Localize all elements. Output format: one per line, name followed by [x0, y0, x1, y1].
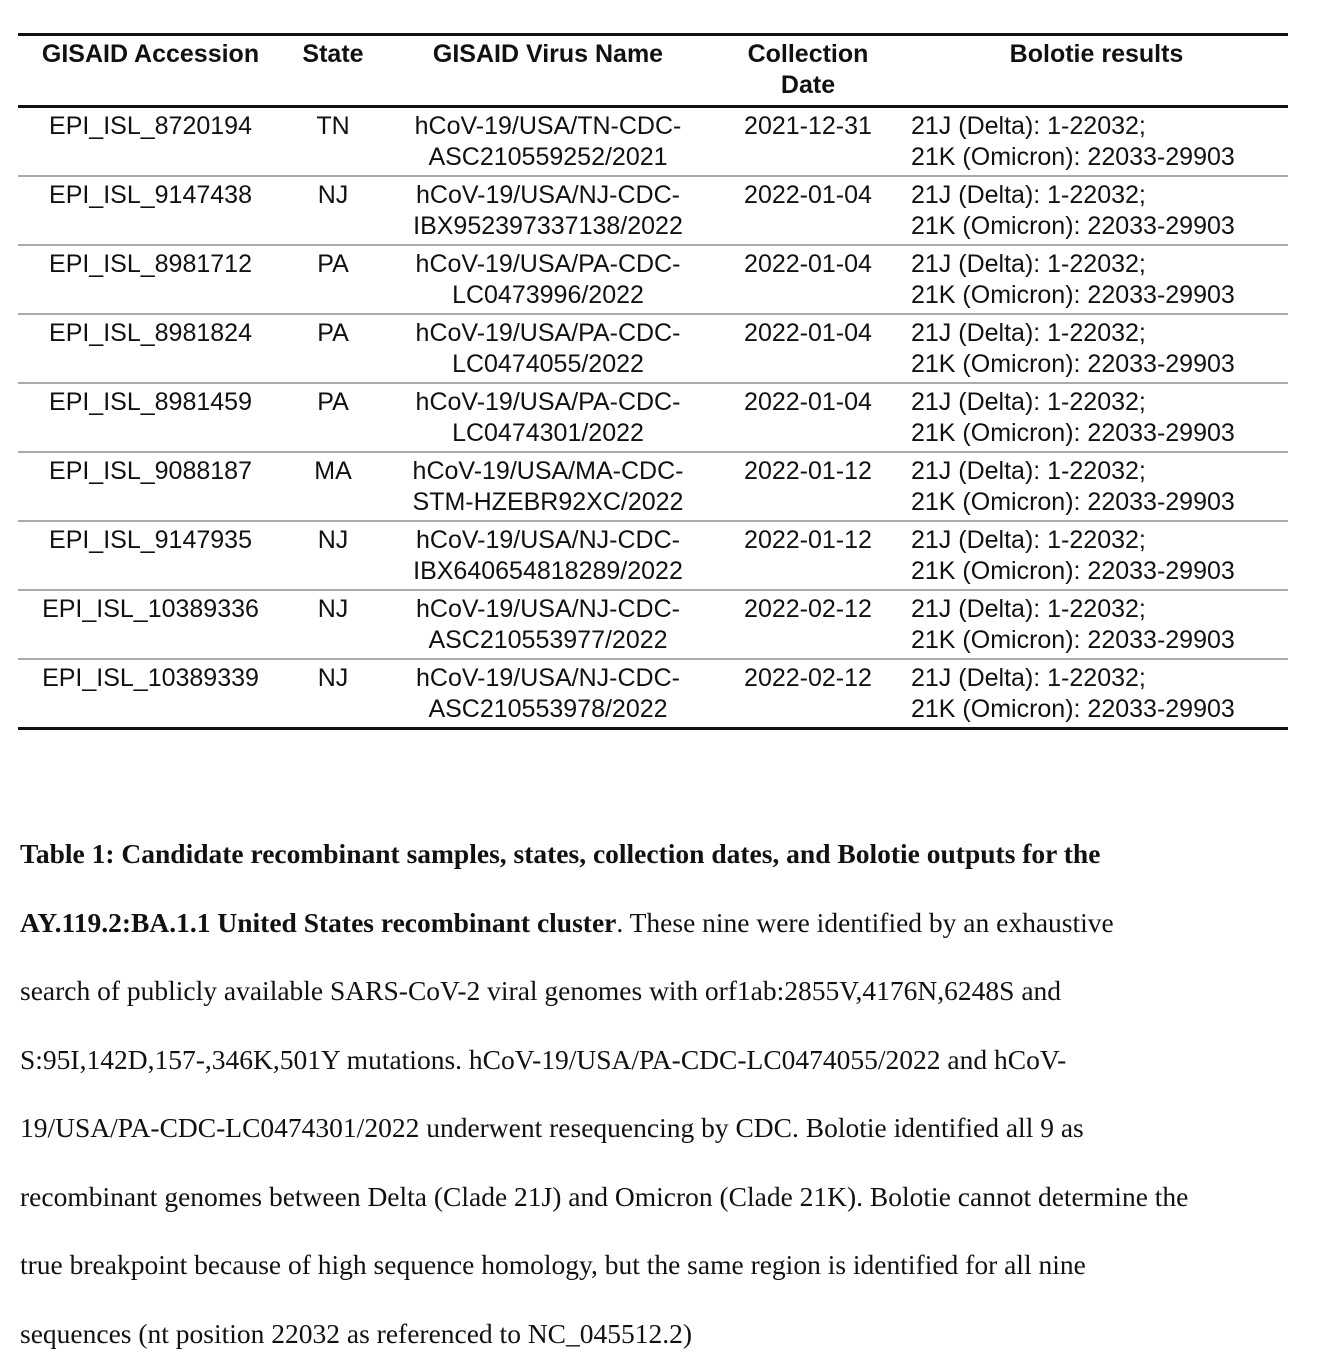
- cell-state: NJ: [283, 521, 383, 590]
- cell-accession: EPI_ISL_8981712: [18, 245, 283, 314]
- caption-line-6: recombinant genomes between Delta (Clade 21J) and Omicron (Clade 21K). Bolotie cannot determine the: [20, 1163, 1300, 1232]
- table-row: [18, 452, 1288, 521]
- cell-virus-name: [383, 176, 713, 245]
- cell-bolotie-results: [903, 314, 1288, 383]
- virus-name-line1: hCoV-19/USA/PA-CDC-: [389, 387, 707, 418]
- table-row: [18, 590, 1288, 659]
- header-collection-date-line1: Collection: [719, 39, 897, 70]
- cell-accession: EPI_ISL_8981459: [18, 383, 283, 452]
- cell-collection-date: 2022-01-04: [713, 314, 903, 383]
- cell-bolotie-results: [903, 521, 1288, 590]
- virus-name-line1: hCoV-19/USA/TN-CDC-: [389, 111, 707, 142]
- result-delta: 21J (Delta): 1-22032;: [911, 318, 1282, 349]
- table-row: [18, 107, 1288, 177]
- cell-collection-date: 2022-01-12: [713, 452, 903, 521]
- result-omicron: 21K (Omicron): 22033-29903: [911, 625, 1282, 656]
- result-omicron: 21K (Omicron): 22033-29903: [911, 211, 1282, 242]
- header-virus-name: GISAID Virus Name: [383, 35, 713, 107]
- result-omicron: 21K (Omicron): 22033-29903: [911, 694, 1282, 725]
- header-collection-date-line2: Date: [719, 70, 897, 101]
- cell-accession: EPI_ISL_9147438: [18, 176, 283, 245]
- caption-line-8: sequences (nt position 22032 as referenced to NC_045512.2): [20, 1300, 1300, 1368]
- caption-line-7: true breakpoint because of high sequence homology, but the same region is identified for all nine: [20, 1231, 1300, 1300]
- cell-virus-name: [383, 245, 713, 314]
- cell-collection-date: 2022-01-04: [713, 383, 903, 452]
- virus-name-line1: hCoV-19/USA/MA-CDC-: [389, 456, 707, 487]
- caption-line-2: [20, 889, 1300, 958]
- virus-name-line2: LC0473996/2022: [389, 280, 707, 311]
- cell-bolotie-results: [903, 176, 1288, 245]
- cell-bolotie-results: [903, 452, 1288, 521]
- header-accession: GISAID Accession: [18, 35, 283, 107]
- result-omicron: 21K (Omicron): 22033-29903: [911, 418, 1282, 449]
- cell-accession: EPI_ISL_8720194: [18, 107, 283, 177]
- virus-name-line1: hCoV-19/USA/PA-CDC-: [389, 249, 707, 280]
- cell-collection-date: 2022-02-12: [713, 590, 903, 659]
- result-delta: 21J (Delta): 1-22032;: [911, 180, 1282, 211]
- header-bolotie-results: Bolotie results: [903, 35, 1288, 107]
- caption-title-cont: AY.119.2:BA.1.1 United States recombinant cluster: [20, 907, 616, 938]
- virus-name-line2: ASC210553978/2022: [389, 694, 707, 725]
- cell-accession: EPI_ISL_8981824: [18, 314, 283, 383]
- cell-accession: EPI_ISL_9147935: [18, 521, 283, 590]
- cell-collection-date: 2022-01-04: [713, 176, 903, 245]
- table-row: [18, 314, 1288, 383]
- cell-bolotie-results: [903, 659, 1288, 729]
- cell-virus-name: [383, 659, 713, 729]
- result-omicron: 21K (Omicron): 22033-29903: [911, 556, 1282, 587]
- cell-state: TN: [283, 107, 383, 177]
- virus-name-line1: hCoV-19/USA/NJ-CDC-: [389, 525, 707, 556]
- virus-name-line2: IBX640654818289/2022: [389, 556, 707, 587]
- caption-line-4: S:95I,142D,157-,346K,501Y mutations. hCoV-19/USA/PA-CDC-LC0474055/2022 and hCoV-: [20, 1026, 1300, 1095]
- table-row: [18, 176, 1288, 245]
- result-delta: 21J (Delta): 1-22032;: [911, 594, 1282, 625]
- cell-virus-name: [383, 383, 713, 452]
- cell-state: MA: [283, 452, 383, 521]
- cell-virus-name: [383, 521, 713, 590]
- cell-state: PA: [283, 245, 383, 314]
- result-delta: 21J (Delta): 1-22032;: [911, 387, 1282, 418]
- table-row: [18, 659, 1288, 729]
- caption-line-5: 19/USA/PA-CDC-LC0474301/2022 underwent resequencing by CDC. Bolotie identified all 9 as: [20, 1094, 1300, 1163]
- caption-line-1: [20, 820, 1300, 889]
- cell-state: NJ: [283, 590, 383, 659]
- virus-name-line2: IBX952397337138/2022: [389, 211, 707, 242]
- cell-state: NJ: [283, 659, 383, 729]
- header-state: State: [283, 35, 383, 107]
- cell-virus-name: [383, 314, 713, 383]
- virus-name-line2: ASC210553977/2022: [389, 625, 707, 656]
- virus-name-line2: STM-HZEBR92XC/2022: [389, 487, 707, 518]
- virus-name-line1: hCoV-19/USA/NJ-CDC-: [389, 594, 707, 625]
- result-omicron: 21K (Omicron): 22033-29903: [911, 349, 1282, 380]
- table-row: [18, 521, 1288, 590]
- virus-name-line1: hCoV-19/USA/PA-CDC-: [389, 318, 707, 349]
- cell-bolotie-results: [903, 590, 1288, 659]
- cell-accession: EPI_ISL_10389339: [18, 659, 283, 729]
- cell-virus-name: [383, 107, 713, 177]
- virus-name-line1: hCoV-19/USA/NJ-CDC-: [389, 180, 707, 211]
- recombinant-samples-table: [18, 33, 1288, 730]
- virus-name-line1: hCoV-19/USA/NJ-CDC-: [389, 663, 707, 694]
- result-omicron: 21K (Omicron): 22033-29903: [911, 142, 1282, 173]
- cell-collection-date: 2022-01-04: [713, 245, 903, 314]
- virus-name-line2: LC0474055/2022: [389, 349, 707, 380]
- result-delta: 21J (Delta): 1-22032;: [911, 456, 1282, 487]
- result-delta: 21J (Delta): 1-22032;: [911, 663, 1282, 694]
- virus-name-line2: LC0474301/2022: [389, 418, 707, 449]
- caption-text: . These nine were identified by an exhaustive: [616, 907, 1113, 938]
- cell-bolotie-results: [903, 245, 1288, 314]
- cell-accession: EPI_ISL_10389336: [18, 590, 283, 659]
- virus-name-line2: ASC210559252/2021: [389, 142, 707, 173]
- cell-virus-name: [383, 452, 713, 521]
- result-delta: 21J (Delta): 1-22032;: [911, 249, 1282, 280]
- result-delta: 21J (Delta): 1-22032;: [911, 525, 1282, 556]
- table-row: [18, 245, 1288, 314]
- cell-virus-name: [383, 590, 713, 659]
- cell-collection-date: 2022-02-12: [713, 659, 903, 729]
- table-row: [18, 383, 1288, 452]
- header-collection-date: [713, 35, 903, 107]
- cell-state: PA: [283, 383, 383, 452]
- cell-accession: EPI_ISL_9088187: [18, 452, 283, 521]
- cell-state: PA: [283, 314, 383, 383]
- caption-line-3: search of publicly available SARS-CoV-2 viral genomes with orf1ab:2855V,4176N,6248S and: [20, 957, 1300, 1026]
- result-delta: 21J (Delta): 1-22032;: [911, 111, 1282, 142]
- result-omicron: 21K (Omicron): 22033-29903: [911, 280, 1282, 311]
- cell-bolotie-results: [903, 107, 1288, 177]
- cell-bolotie-results: [903, 383, 1288, 452]
- result-omicron: 21K (Omicron): 22033-29903: [911, 487, 1282, 518]
- table-container: [18, 33, 1288, 730]
- cell-collection-date: 2022-01-12: [713, 521, 903, 590]
- table-caption: [20, 820, 1300, 1368]
- table-header-row: [18, 35, 1288, 107]
- cell-collection-date: 2021-12-31: [713, 107, 903, 177]
- cell-state: NJ: [283, 176, 383, 245]
- caption-title: Table 1: Candidate recombinant samples, states, collection dates, and Bolotie outputs for the: [20, 838, 1100, 869]
